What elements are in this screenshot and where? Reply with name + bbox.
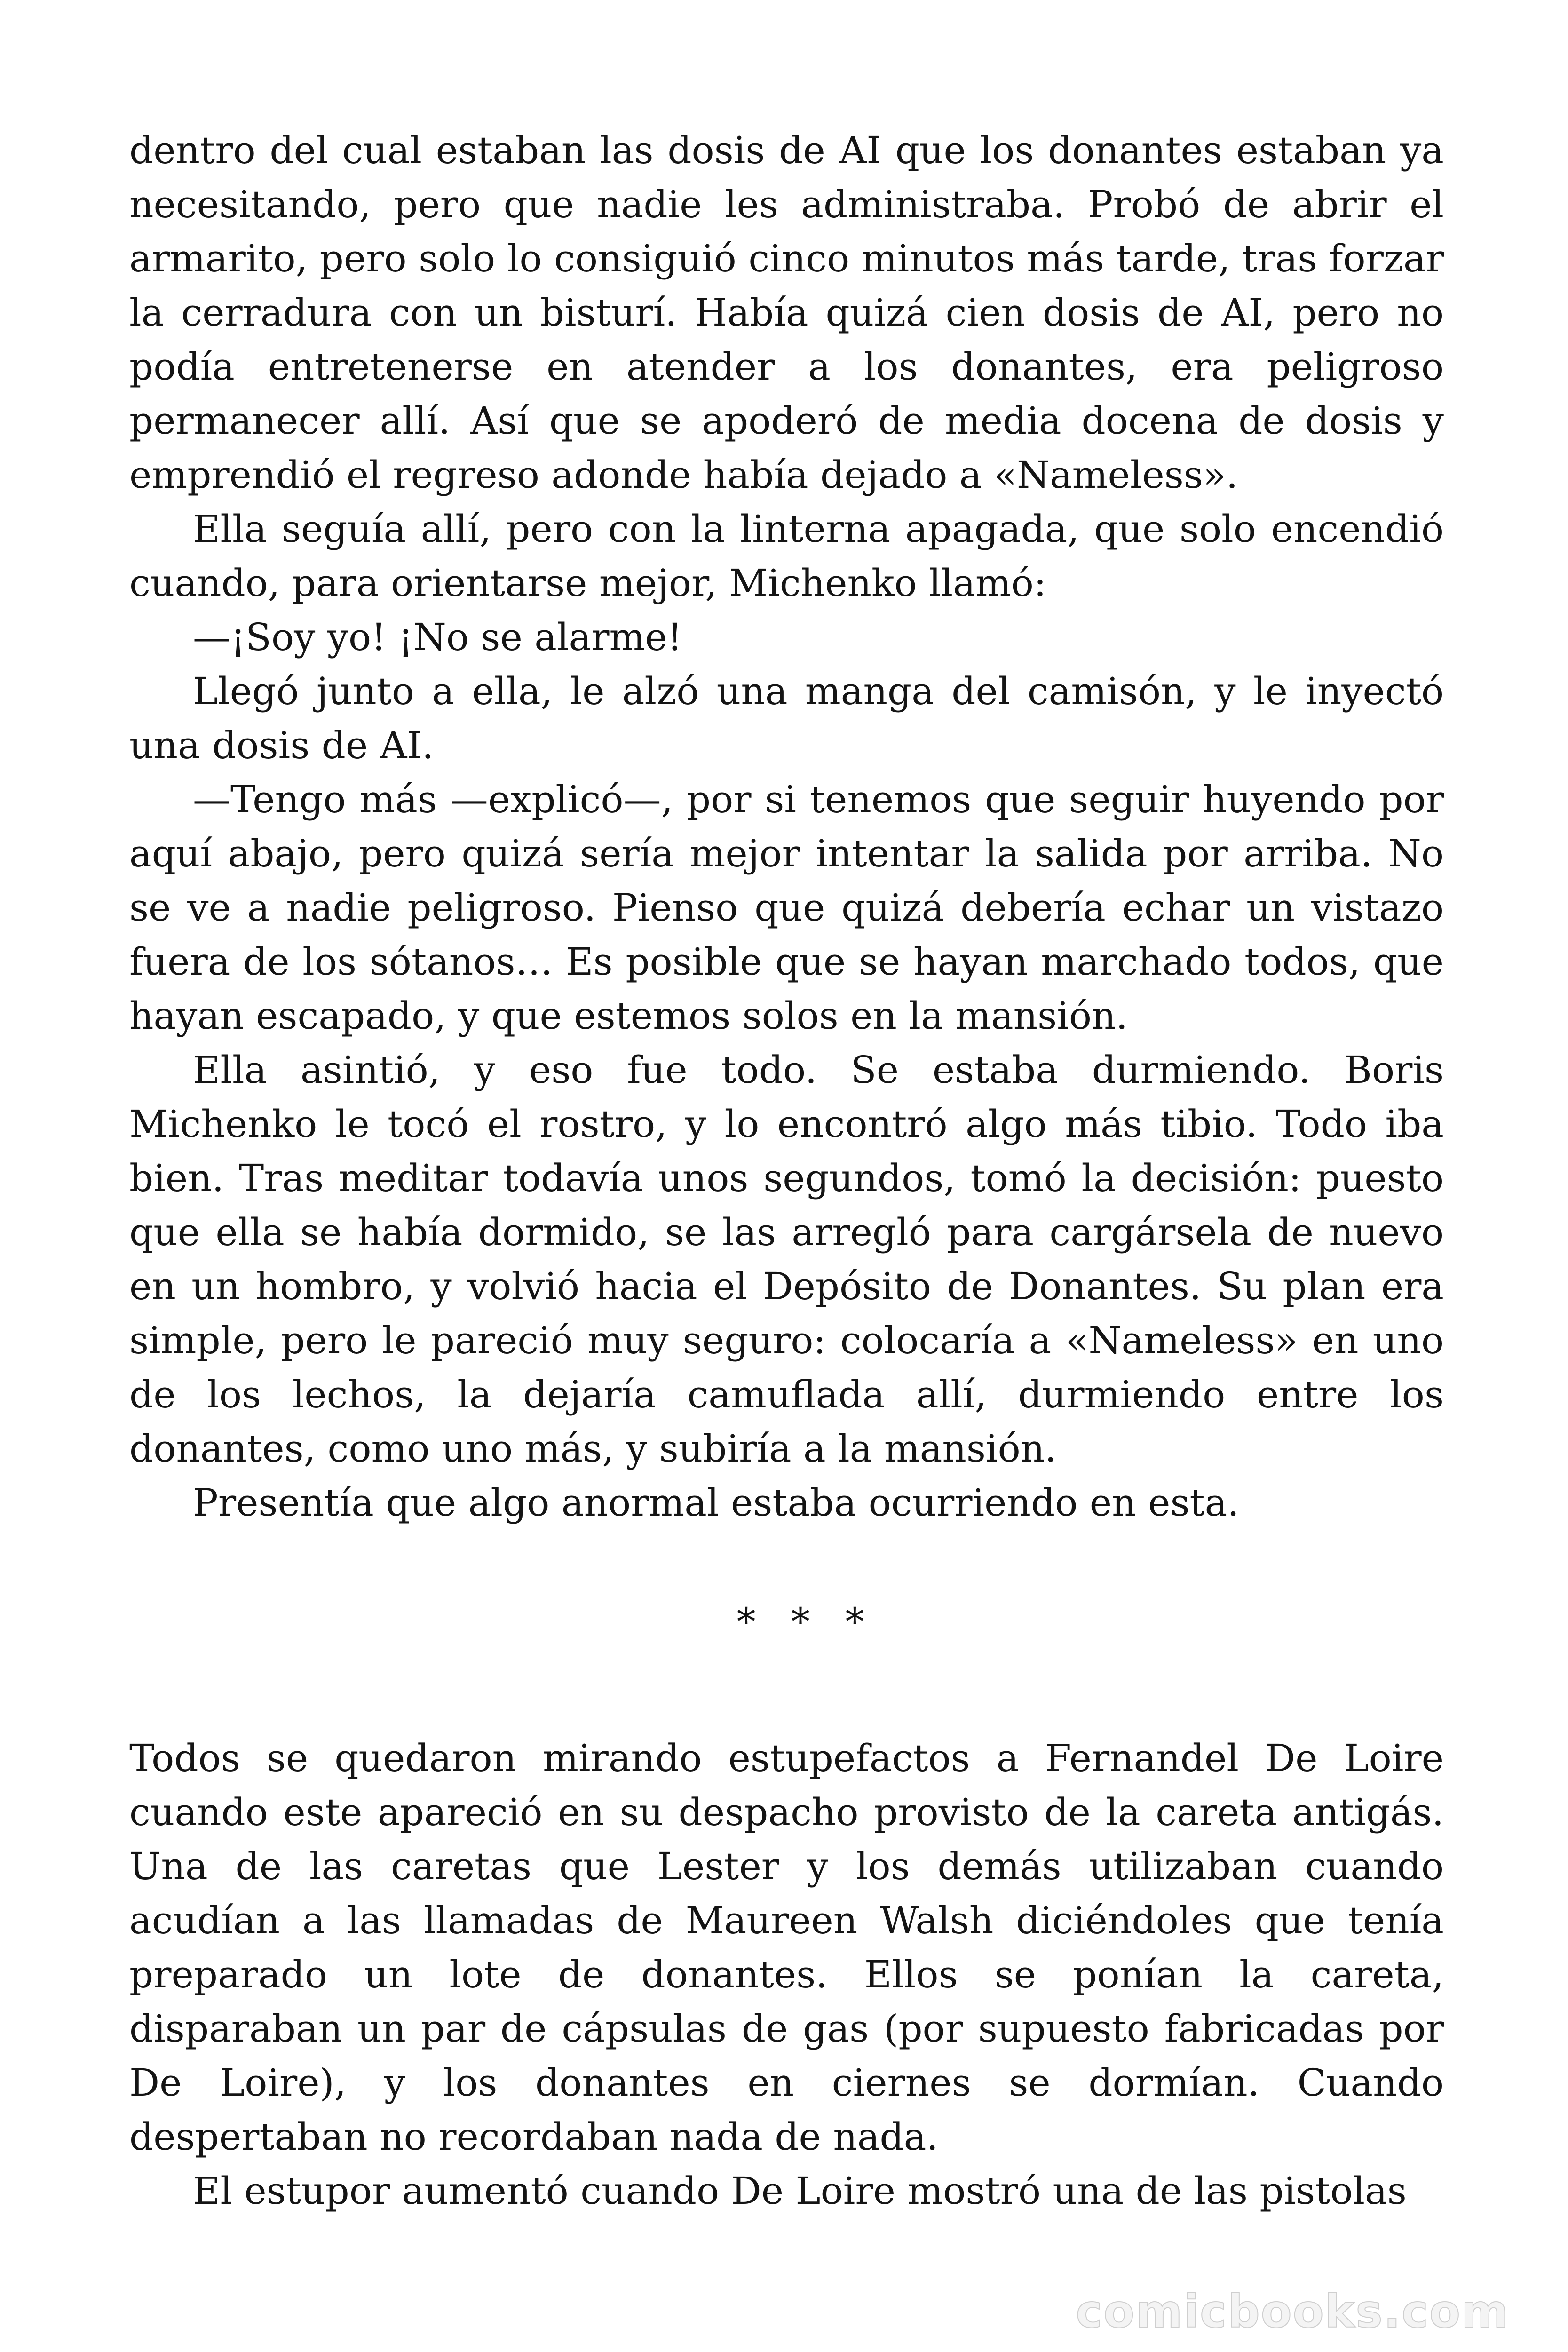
- paragraph: Ella asintió, y eso fue todo. Se estaba durmiendo. Boris Michenko le tocó el rostro, y lo encontró algo más tibio. Todo iba bien. Tras meditar todavía unos segundos, tomó la decisión: puesto que ella se había dormido, se las arregló para cargársela de nuevo en un hombro, y volvió hacia el Depósito de Donantes. Su plan era simple, pero le pareció muy seguro: colocaría a «Nameless» en uno de los lechos, la dejaría camuflada allí, durmiendo entre los donantes, como uno más, y subiría a la mansión.: [129, 1048, 1444, 1470]
- paragraph: Ella seguía allí, pero con la linterna apagada, que solo encendió cuando, para orientarse mejor, Michenko llamó:: [129, 507, 1444, 605]
- paragraph: Presentía que algo anormal estaba ocurriendo en esta.: [193, 1481, 1239, 1525]
- paragraph: dentro del cual estaban las dosis de AI que los donantes estaban ya necesitando, pero que nadie les administraba. Probó de abrir el armarito, pero solo lo consiguió cinco minutos más tarde, tras forzar la cerradura con un bisturí. Había quizá cien dosis de AI, pero no podía entretenerse en atender a los donantes, era peligroso permanecer allí. Así que se apoderó de media docena de dosis y emprendió el regreso adonde había dejado a «Nameless».: [129, 128, 1444, 497]
- paragraph: Llegó junto a ella, le alzó una manga del camisón, y le inyectó una dosis de AI.: [129, 669, 1444, 767]
- section-two-text: [129, 1731, 1444, 2218]
- paragraph: El estupor aumentó cuando De Loire mostró una de las pistolas: [193, 2169, 1407, 2213]
- section-break: * * *: [736, 1600, 876, 1644]
- section-one-text: [129, 123, 1444, 1530]
- watermark: comicbooks.com: [1076, 2285, 1509, 2338]
- dialogue-line: —¡Soy yo! ¡No se alarme!: [193, 615, 682, 659]
- dialogue-paragraph: —Tengo más —explicó—, por si tenemos que seguir huyendo por aquí abajo, pero quizá sería mejor intentar la salida por arriba. No se ve a nadie peligroso. Pienso que quizá debería echar un vistazo fuera de los sótanos… Es posible que se hayan marchado todos, que hayan escapado, y que estemos solos en la mansión.: [129, 778, 1444, 1038]
- paragraph: Todos se quedaron mirando estupefactos a Fernandel De Loire cuando este apareció en su despacho provisto de la careta antigás. Una de las caretas que Lester y los demás utilizaban cuando acudían a las llamadas de Maureen Walsh diciéndoles que tenía preparado un lote de donantes. Ellos se ponían la careta, disparaban un par de cápsulas de gas (por supuesto fabricadas por De Loire), y los donantes en ciernes se dormían. Cuando despertaban no recordaban nada de nada.: [129, 1736, 1444, 2159]
